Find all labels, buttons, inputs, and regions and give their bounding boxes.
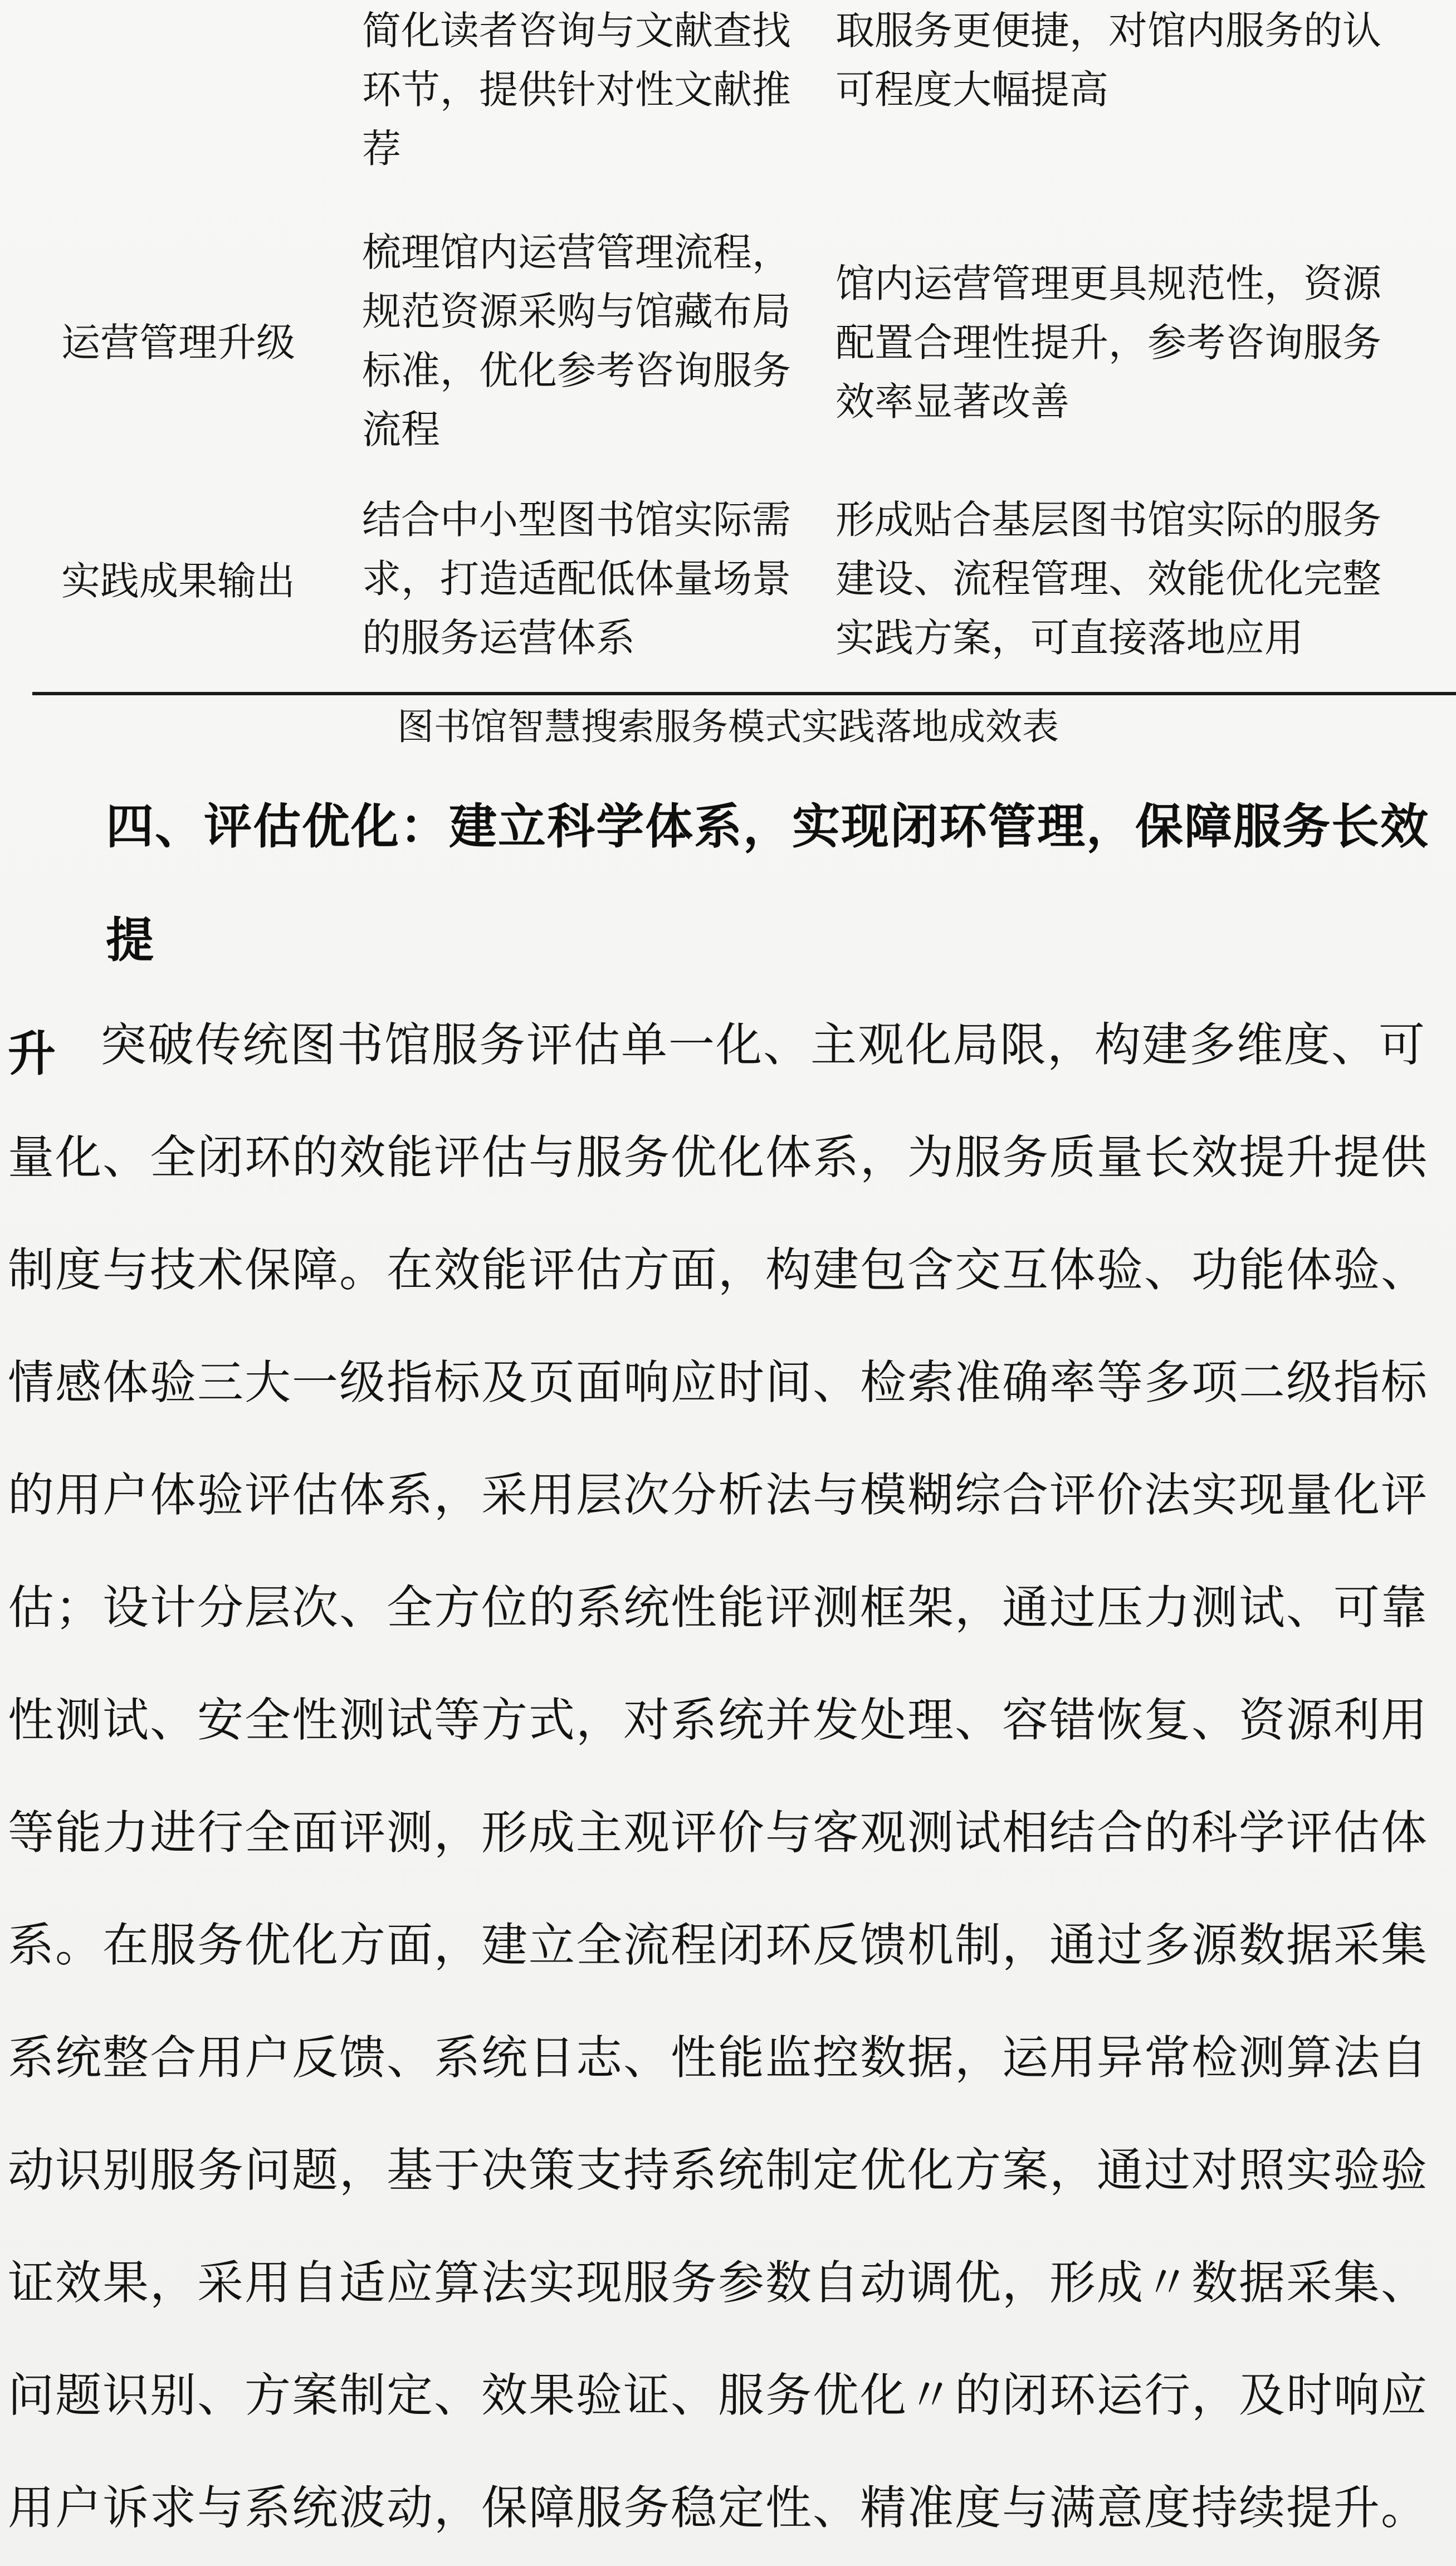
cell-line: 形成贴合基层图书馆实际的服务 <box>836 497 1381 543</box>
cell-line: 结合中小型图书馆实际需 <box>362 497 791 543</box>
table-cell-measures <box>362 223 808 459</box>
cell-line: 标准，优化参考咨询服务 <box>362 348 791 393</box>
paragraph-line: 制度与技术保障。在效能评估方面，构建包含交互体验、功能体验、 <box>8 1243 1428 1297</box>
paragraph-line: 系统整合用户反馈、系统日志、性能监控数据，运用异常检测算法自 <box>8 2031 1428 2085</box>
cell-line: 梳理馆内运营管理流程， <box>362 230 791 275</box>
section-heading-line: 升 <box>8 1026 56 1082</box>
cell-line: 环节，提供针对性文献推 <box>362 67 791 113</box>
cell-line: 馆内运营管理更具规范性，资源 <box>836 261 1381 306</box>
paragraph-line: 突破传统图书馆服务评估单一化、主观化局限，构建多维度、可 <box>100 1018 1426 1072</box>
section-heading-line: 四、评估优化：建立科学体系，实现闭环管理，保障服务长效提 <box>106 798 1429 968</box>
paragraph-line: 问题识别、方案制定、效果验证、服务优化〃的闭环运行，及时响应 <box>8 2368 1428 2422</box>
paragraph-line: 证效果，采用自适应算法实现服务参数自动调优，形成〃数据采集、 <box>8 2256 1428 2310</box>
cell-line: 取服务更便捷，对馆内服务的认 <box>836 8 1381 53</box>
paragraph-line: 情感体验三大一级指标及页面响应时间、检索准确率等多项二级指标 <box>8 1355 1428 1409</box>
table-cell-effect <box>836 490 1448 667</box>
cell-line: 规范资源采购与馆藏布局 <box>362 289 791 334</box>
cell-line: 的服务运营体系 <box>362 615 635 661</box>
cell-line: 建设、流程管理、效能优化完整 <box>836 556 1381 602</box>
paragraph-line: 系。在服务优化方面，建立全流程闭环反馈机制，通过多源数据采集 <box>8 1918 1428 1972</box>
cell-line: 配置合理性提升，参考咨询服务 <box>836 320 1381 365</box>
table-row <box>0 490 1456 691</box>
cell-line: 求，打造适配低体量场景 <box>362 556 791 602</box>
paragraph-line: 动识别服务问题，基于决策支持系统制定优化方案，通过对照实验验 <box>8 2143 1428 2197</box>
table-caption: 图书馆智慧搜索服务模式实践落地成效表 <box>397 705 1059 748</box>
table-cell-effect <box>836 254 1448 431</box>
table-cell-measures <box>362 490 808 667</box>
table-cell-label: 运营管理升级 <box>61 320 295 365</box>
table-cell-measures <box>362 1 808 178</box>
cell-line: 荐 <box>362 126 401 172</box>
paragraph-line: 量化、全闭环的效能评估与服务优化体系，为服务质量长效提升提供 <box>8 1130 1428 1184</box>
table-row <box>0 223 1456 462</box>
paragraph-line: 的用户体验评估体系，采用层次分析法与模糊综合评价法实现量化评 <box>8 1468 1428 1522</box>
paragraph-line: 性测试、安全性测试等方式，对系统并发处理、容错恢复、资源利用 <box>8 1693 1428 1747</box>
cell-line: 流程 <box>362 407 440 452</box>
cell-line: 实践方案，可直接落地应用 <box>836 615 1303 661</box>
cell-line: 可程度大幅提高 <box>836 67 1108 113</box>
cell-line: 效率显著改善 <box>836 379 1069 425</box>
body-paragraph <box>0 989 1456 2564</box>
table-cell-label: 实践成果输出 <box>61 558 295 604</box>
paragraph-line: 用户诉求与系统波动，保障服务稳定性、精准度与满意度持续提升。 <box>8 2481 1428 2535</box>
paragraph-line: 估；设计分层次、全方位的系统性能评测框架，通过压力测试、可靠 <box>8 1580 1428 1635</box>
results-table <box>0 0 1456 748</box>
paragraph-line: 等能力进行全面评测，形成主观评价与客观测试相结合的科学评估体 <box>8 1806 1428 1860</box>
table-bottom-rule <box>32 692 1456 695</box>
cell-line: 简化读者咨询与文献查找 <box>362 8 791 53</box>
table-cell-effect <box>836 1 1448 119</box>
